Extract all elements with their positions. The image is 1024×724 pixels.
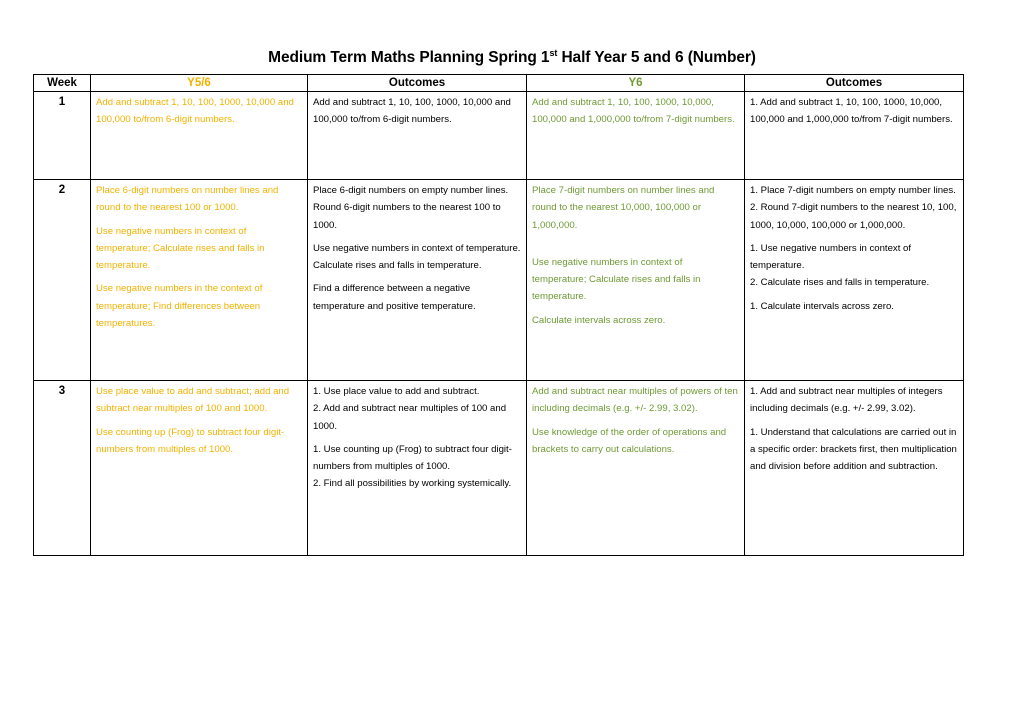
y6-objective: Place 7-digit numbers on number lines and round to the nearest 10,000, 100,000 or 1,000,000. <box>532 185 715 231</box>
page-title <box>0 48 1024 67</box>
y6-outcomes-cell <box>745 180 964 381</box>
y6-objective: Add and subtract near multiples of powers of ten including decimals (e.g. +/- 2.99, 3.02). <box>532 386 738 415</box>
y6-outcome: 1. Understand that calculations are carried out in a specific order: brackets first, then multiplication and division before addition and subtraction. <box>750 426 957 473</box>
y56-objectives-cell <box>91 92 308 180</box>
y6-outcome: 1. Add and subtract near multiples of integers including decimals (e.g. +/- 2.99, 3.02). <box>750 386 943 415</box>
y56-outcomes-cell <box>308 381 527 556</box>
y56-outcome: Place 6-digit numbers on empty number lines. <box>313 185 509 196</box>
y6-outcome: 1. Add and subtract 1, 10, 100, 1000, 10,000, 100,000 and 1,000,000 to/from 7-digit numbers. <box>750 97 953 126</box>
week-number: 3 <box>34 381 91 556</box>
y56-outcome: 2. Find all possibilities by working systemically. <box>313 478 512 490</box>
header-outcomes-y6: Outcomes <box>745 75 964 92</box>
week-number: 1 <box>34 92 91 180</box>
title-superscript: st <box>549 48 558 58</box>
y6-outcome: 1. Use negative numbers in context of temperature. <box>750 242 912 272</box>
y6-objective: Use knowledge of the order of operations and brackets to carry out calculations. <box>532 426 727 455</box>
y56-outcome: 2. Add and subtract near multiples of 100 and 1000. <box>313 403 507 432</box>
y56-objective: Use negative numbers in context of temperature; Calculate rises and falls in temperature. <box>96 225 265 272</box>
title-text: Medium Term Maths Planning Spring 1 <box>268 49 550 66</box>
y6-objectives-cell <box>527 180 745 381</box>
header-y56: Y5/6 <box>91 75 308 92</box>
y56-objective: Use negative numbers in the context of temperature; Find differences between temperatures. <box>96 283 263 330</box>
y56-objective: Use place value to add and subtract; add and subtract near multiples of 100 and 1000. <box>96 386 290 415</box>
header-y6: Y6 <box>527 75 745 92</box>
y56-objective: Use counting up (Frog) to subtract four digit-numbers from multiples of 1000. <box>96 426 285 455</box>
y56-objectives-cell <box>91 180 308 381</box>
table-row <box>34 92 964 180</box>
table-row <box>34 381 964 556</box>
week-number: 2 <box>34 180 91 381</box>
y56-outcomes-cell <box>308 180 527 381</box>
y6-objectives-cell <box>527 92 745 180</box>
y56-outcomes-cell <box>308 92 527 180</box>
header-outcomes-y56: Outcomes <box>308 75 527 92</box>
y6-objective: Use negative numbers in context of temperature; Calculate rises and falls in temperature. <box>532 256 701 303</box>
y6-outcomes-cell <box>745 381 964 556</box>
y56-outcome: 1. Use counting up (Frog) to subtract four digit-numbers from multiples of 1000. <box>313 443 512 473</box>
table-row <box>34 180 964 381</box>
y56-outcome: Use negative numbers in context of temperature. <box>313 242 521 254</box>
y6-objective: Add and subtract 1, 10, 100, 1000, 10,000, 100,000 and 1,000,000 to/from 7-digit numbers. <box>532 97 735 126</box>
y6-outcome: 2. Round 7-digit numbers to the nearest 10, 100, 1000, 10,000, 100,000 or 1,000,000. <box>750 202 957 231</box>
y56-outcome: Calculate rises and falls in temperature. <box>313 260 482 272</box>
y56-objectives-cell <box>91 381 308 556</box>
y6-outcome: 1. Calculate intervals across zero. <box>750 300 894 312</box>
y6-outcome: 2. Calculate rises and falls in temperature. <box>750 277 930 289</box>
planning-table <box>33 74 964 556</box>
y6-objectives-cell <box>527 381 745 556</box>
y6-outcome: 1. Place 7-digit numbers on empty number lines. <box>750 185 956 196</box>
y56-objective: Add and subtract 1, 10, 100, 1000, 10,000 and 100,000 to/from 6-digit numbers. <box>96 97 294 126</box>
title-text-end: Half Year 5 and 6 (Number) <box>557 49 756 66</box>
y56-outcome: Round 6-digit numbers to the nearest 100 to 1000. <box>313 202 501 231</box>
y56-outcome: Find a difference between a negative temperature and positive temperature. <box>313 283 476 312</box>
header-week: Week <box>34 75 91 92</box>
y6-objective: Calculate intervals across zero. <box>532 314 666 326</box>
spacer <box>532 240 739 254</box>
y56-outcome: Add and subtract 1, 10, 100, 1000, 10,000 and 100,000 to/from 6-digit numbers. <box>313 97 511 126</box>
y6-outcomes-cell <box>745 92 964 180</box>
y56-objective: Place 6-digit numbers on number lines and round to the nearest 100 or 1000. <box>96 185 279 214</box>
table-header-row <box>34 75 964 92</box>
y56-outcome: 1. Use place value to add and subtract. <box>313 386 480 397</box>
